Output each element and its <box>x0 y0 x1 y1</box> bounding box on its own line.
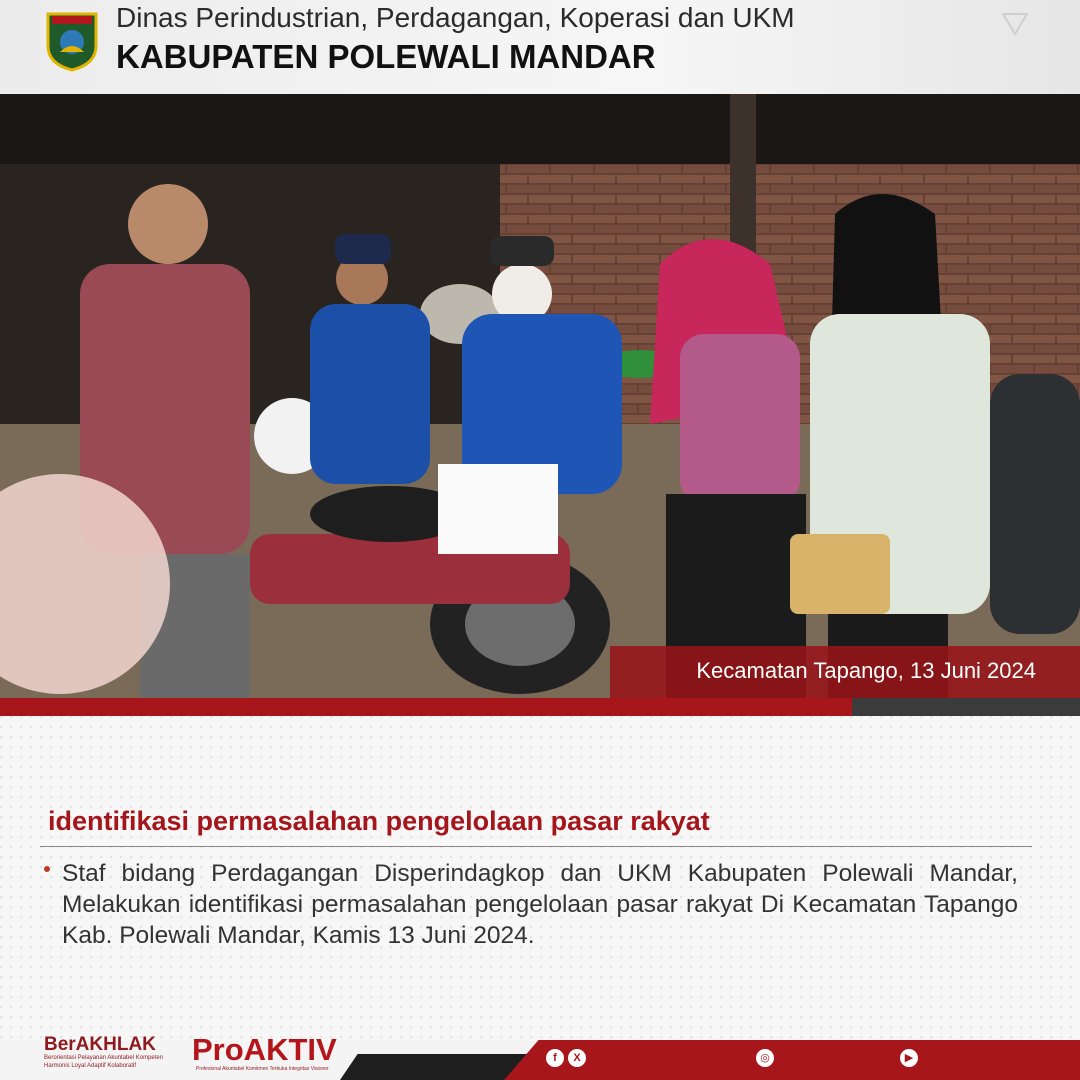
instagram-icon[interactable]: ◎ <box>756 1049 774 1067</box>
headline-divider <box>40 846 1032 847</box>
down-arrow-icon <box>1000 10 1030 38</box>
divider-red <box>0 698 852 716</box>
article-headline: identifikasi permasalahan pengelolaan pasar rakyat <box>48 806 710 836</box>
proaktiv-logo: ProAKTIV <box>192 1032 337 1067</box>
proaktiv-tagline: Profesional Akuntabel Komitmen Terbuka Integritas Visioner <box>196 1066 329 1072</box>
facebook-icon[interactable]: f <box>546 1049 564 1067</box>
footer-red-band <box>504 1040 1080 1080</box>
photo-caption: Kecamatan Tapango, 13 Juni 2024 <box>696 658 1036 683</box>
divider-dark <box>852 698 1080 716</box>
berakhlak-tagline: Berorientasi Pelayanan Akuntabel Kompeten Harmonis Loyal Adaptif Kolaboratif <box>44 1055 164 1069</box>
event-photo <box>0 94 1080 698</box>
article-body: Staf bidang Perdagangan Disperindagkop dan UKM Kabupaten Polewali Mandar, Melakukan identifikasi permasalahan pengelolaan pasar rakyat Di Kecamatan Tapango Kab. Polewali Mandar, Kamis 13 Juni 2024. <box>62 860 1018 949</box>
bullet-icon <box>44 866 50 872</box>
regency-crest-icon <box>44 10 100 72</box>
regency-name: KABUPATEN POLEWALI MANDAR <box>116 38 656 75</box>
header-bar <box>0 0 1080 94</box>
youtube-icon[interactable]: ▶ <box>900 1049 918 1067</box>
berakhlak-logo: BerAKHLAK <box>44 1034 156 1055</box>
agency-name: Dinas Perindustrian, Perdagangan, Koperasi dan UKM <box>116 2 795 33</box>
x-icon[interactable]: X <box>568 1049 586 1067</box>
